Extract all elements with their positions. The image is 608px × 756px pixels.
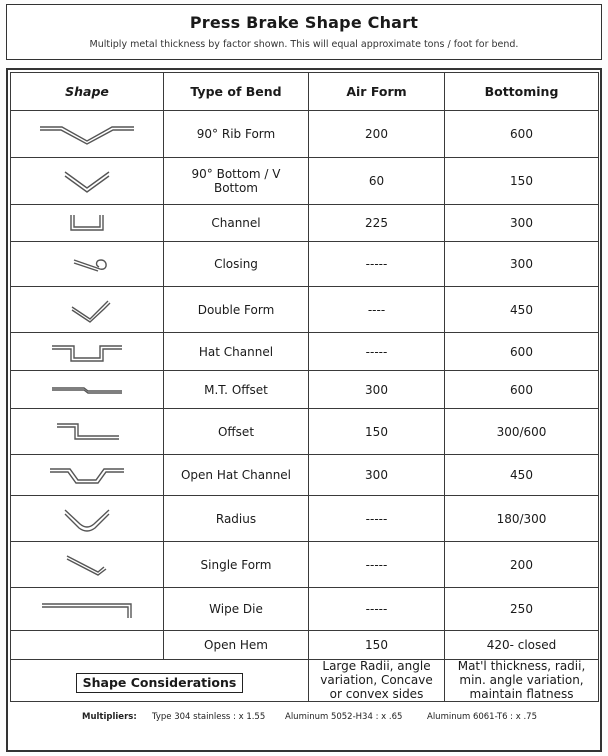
multipliers-label: Multipliers:: [82, 712, 137, 722]
shape-chart-table: [10, 72, 599, 702]
bend-type: Double Form: [164, 287, 309, 333]
air-form-value: 60: [309, 158, 445, 205]
wipe-die-icon: [32, 594, 142, 624]
bend-type: M.T. Offset: [164, 371, 309, 409]
bottoming-value: 300/600: [445, 409, 599, 455]
radius-icon: [32, 504, 142, 534]
bottoming-value: 600: [445, 333, 599, 371]
shape-cell: [11, 631, 164, 660]
bend-type: Open Hat Channel: [164, 455, 309, 496]
air-form-value: 300: [309, 455, 445, 496]
shape-cell: [11, 111, 164, 158]
bend-type: Wipe Die: [164, 588, 309, 631]
header: [6, 4, 602, 60]
v-bottom-icon: [32, 166, 142, 196]
closing-icon: [32, 252, 142, 276]
page-subtitle: Multiply metal thickness by factor shown. This will equal approximate tons / foot for bend.: [89, 39, 519, 50]
page-title: Press Brake Shape Chart: [189, 13, 419, 32]
bend-type: Single Form: [164, 542, 309, 588]
table-row: [11, 496, 599, 542]
table-row: [11, 542, 599, 588]
shape-cell: [11, 409, 164, 455]
air-form-value: ----: [309, 287, 445, 333]
shape-cell: [11, 455, 164, 496]
single-form-icon: [32, 550, 142, 580]
shape-cell: [11, 205, 164, 242]
shape-cell: [11, 496, 164, 542]
air-form-value: -----: [309, 242, 445, 287]
bottoming-value: 250: [445, 588, 599, 631]
table-row: [11, 205, 599, 242]
table-row: [11, 588, 599, 631]
air-form-value: 150: [309, 409, 445, 455]
offset-icon: [32, 418, 142, 446]
open-hat-channel-icon: [32, 463, 142, 487]
bottoming-value: 420- closed: [445, 631, 599, 660]
shape-cell: [11, 588, 164, 631]
shape-cell: [11, 242, 164, 287]
column-header-type: Type of Bend: [164, 73, 309, 111]
shape-cell: [11, 287, 164, 333]
bend-type: Closing: [164, 242, 309, 287]
shape-cell: [11, 371, 164, 409]
bottoming-value: 300: [445, 242, 599, 287]
shape-cell: [11, 542, 164, 588]
bend-type: 90° Bottom / V Bottom: [164, 158, 309, 205]
table-row: [11, 287, 599, 333]
table-row: [11, 333, 599, 371]
double-form-icon: [32, 295, 142, 325]
air-form-consideration: Large Radii, angle variation, Concave or convex sides: [309, 660, 445, 702]
considerations-label-cell: [11, 660, 309, 702]
bottoming-value: 450: [445, 287, 599, 333]
air-form-value: -----: [309, 588, 445, 631]
bend-type: Hat Channel: [164, 333, 309, 371]
multiplier-stainless: Type 304 stainless : x 1.55: [152, 712, 266, 722]
table-row: [11, 111, 599, 158]
bottoming-consideration: Mat'l thickness, radii, min. angle variation, maintain flatness: [445, 660, 599, 702]
air-form-value: -----: [309, 496, 445, 542]
rib-form-icon: [32, 119, 142, 149]
bend-type: Channel: [164, 205, 309, 242]
air-form-value: 225: [309, 205, 445, 242]
column-header-bottoming: Bottoming: [445, 73, 599, 111]
bottoming-value: 600: [445, 371, 599, 409]
considerations-row: [11, 660, 599, 702]
bottoming-value: 200: [445, 542, 599, 588]
air-form-value: -----: [309, 333, 445, 371]
bottoming-value: 150: [445, 158, 599, 205]
multiplier-aluminum-5052: Aluminum 5052-H34 : x .65: [285, 712, 403, 722]
shape-cell: [11, 158, 164, 205]
multiplier-aluminum-6061: Aluminum 6061-T6 : x .75: [427, 712, 537, 722]
bend-type: Offset: [164, 409, 309, 455]
table-header-row: [11, 73, 599, 111]
column-header-shape: Shape: [11, 73, 164, 111]
table-row: [11, 371, 599, 409]
bottoming-value: 450: [445, 455, 599, 496]
bend-type: 90° Rib Form: [164, 111, 309, 158]
channel-icon: [32, 211, 142, 235]
table-row: [11, 631, 599, 660]
shape-cell: [11, 333, 164, 371]
bend-type: Open Hem: [164, 631, 309, 660]
air-form-value: 300: [309, 371, 445, 409]
shape-considerations-label: Shape Considerations: [76, 673, 244, 693]
column-header-air-form: Air Form: [309, 73, 445, 111]
hat-channel-icon: [32, 340, 142, 364]
air-form-value: -----: [309, 542, 445, 588]
table-row: [11, 409, 599, 455]
table-row: [11, 242, 599, 287]
bottoming-value: 300: [445, 205, 599, 242]
bottoming-value: 600: [445, 111, 599, 158]
table-row: [11, 158, 599, 205]
table-row: [11, 455, 599, 496]
mt-offset-icon: [32, 380, 142, 400]
air-form-value: 200: [309, 111, 445, 158]
bottoming-value: 180/300: [445, 496, 599, 542]
air-form-value: 150: [309, 631, 445, 660]
bend-type: Radius: [164, 496, 309, 542]
multipliers-row: [82, 712, 582, 728]
